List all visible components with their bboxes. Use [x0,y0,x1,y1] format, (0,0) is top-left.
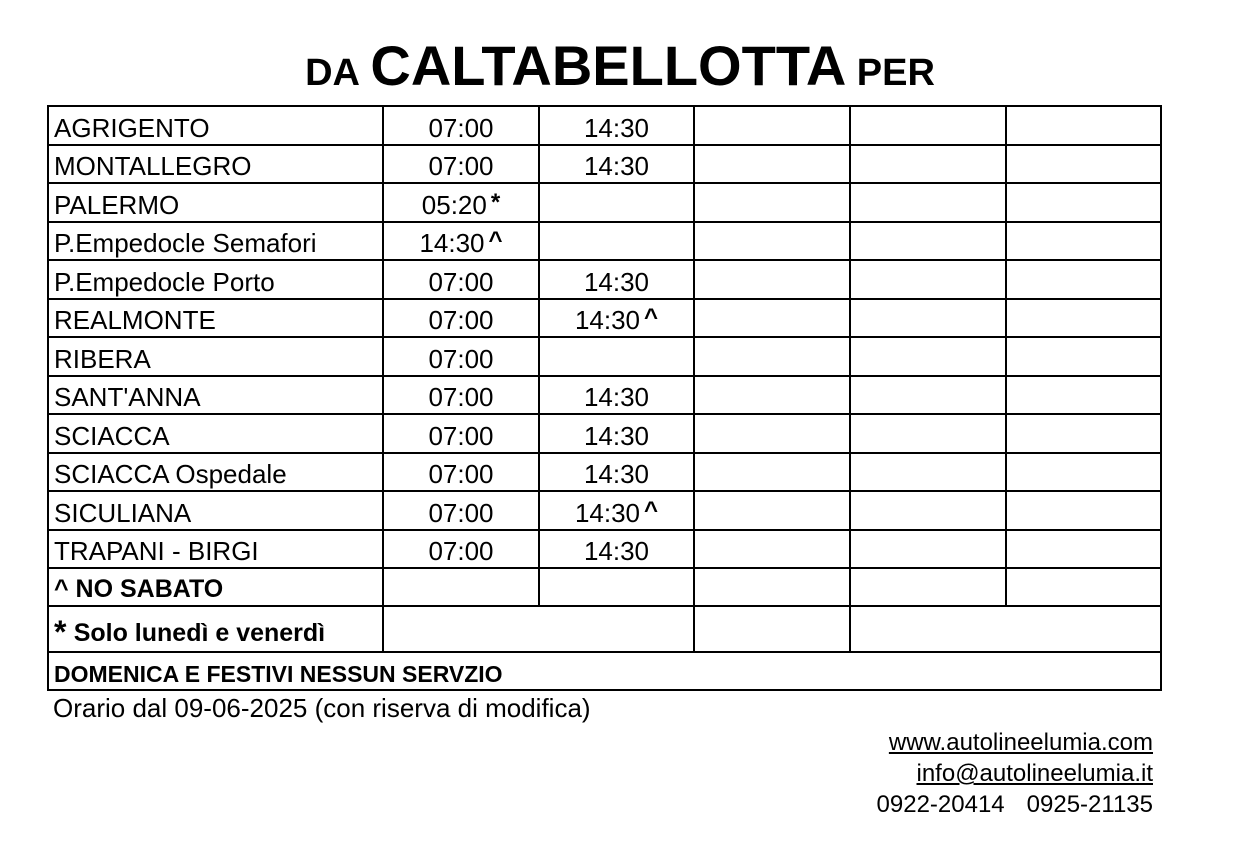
empty-cell [539,568,694,606]
empty-cell [694,414,850,453]
empty-cell [694,299,850,338]
empty-cell [694,260,850,299]
empty-cell [694,145,850,184]
empty-cell [850,491,1006,530]
note-row-solo [48,606,1161,652]
departure-time-2: 14:30 [539,260,694,299]
departure-time-2: 14:30 [539,453,694,492]
table-row [48,106,1161,145]
departure-time-2: 14:30 [539,530,694,569]
empty-cell [383,568,539,606]
empty-cell [1006,260,1161,299]
departure-time-1: 07:00 [383,414,539,453]
empty-cell [850,414,1006,453]
departure-time-1: 07:00 [383,376,539,415]
destination-cell: RIBERA [48,337,383,376]
note-star: * [54,614,67,650]
departure-time-1: 07:00 [383,260,539,299]
note-solo-text: Solo lunedì e venerdì [73,619,326,647]
empty-cell [850,183,1006,222]
empty-cell [850,530,1006,569]
empty-cell [694,337,850,376]
destination-cell: SCIACCA Ospedale [48,453,383,492]
table-row [48,530,1161,569]
empty-cell [1006,222,1161,261]
destination-cell: TRAPANI - BIRGI [48,530,383,569]
table-row [48,491,1161,530]
empty-cell [694,222,850,261]
departure-time-1: 07:00 [383,145,539,184]
empty-cell [850,453,1006,492]
destination-cell: P.Empedocle Semafori [48,222,383,261]
departure-time-2 [539,337,694,376]
note-solo [48,606,383,652]
destination-cell: MONTALLEGRO [48,145,383,184]
note-no-sabato: ^ NO SABATO [48,568,383,606]
empty-cell [850,222,1006,261]
departure-time-1: 14:30 ^ [383,222,539,261]
departure-time-1: 07:00 [383,106,539,145]
empty-cell [694,106,850,145]
departure-time-1: 07:00 [383,299,539,338]
phone-1: 0922-20414 [876,791,1005,818]
email-link[interactable]: info@autolineelumia.it [916,760,1153,787]
departure-time-2: 14:30 ^ [539,299,694,338]
departure-time-2: 14:30 [539,414,694,453]
empty-cell [694,606,850,652]
empty-cell [694,183,850,222]
empty-cell [850,337,1006,376]
note-row-no-sabato [48,568,1161,606]
table-row [48,183,1161,222]
empty-cell [850,606,1161,652]
empty-cell [850,145,1006,184]
empty-cell [850,260,1006,299]
destination-cell: SCIACCA [48,414,383,453]
time-marker: ^ [488,227,503,254]
departure-time-1: 07:00 [383,337,539,376]
schedule-table [47,105,1162,691]
schedule-body [48,106,1161,568]
empty-cell [1006,491,1161,530]
departure-time-1: 07:00 [383,491,539,530]
empty-cell [850,568,1006,606]
empty-cell [1006,568,1161,606]
table-row [48,260,1161,299]
empty-cell [850,106,1006,145]
departure-time-1: 05:20 * [383,183,539,222]
departure-time-2 [539,183,694,222]
table-row [48,453,1161,492]
destination-cell: P.Empedocle Porto [48,260,383,299]
empty-cell [694,568,850,606]
destination-cell: REALMONTE [48,299,383,338]
destination-cell: PALERMO [48,183,383,222]
departure-time-2: 14:30 ^ [539,491,694,530]
empty-cell [1006,530,1161,569]
title-post: PER [856,52,935,94]
empty-cell [850,376,1006,415]
contacts-block [877,727,1153,820]
table-row [48,145,1161,184]
empty-cell [1006,145,1161,184]
table-row [48,299,1161,338]
empty-cell [694,491,850,530]
validity-note: Orario dal 09-06-2025 (con riserva di modifica) [53,693,591,723]
table-row [48,376,1161,415]
empty-cell [1006,106,1161,145]
table-row [48,222,1161,261]
note-row-domenica [48,652,1161,690]
notes-body [48,568,1161,690]
empty-cell [1006,299,1161,338]
title-pre: DA [305,52,360,94]
note-domenica: DOMENICA E FESTIVI NESSUN SERVZIO [48,652,1161,690]
website-link[interactable]: www.autolineelumia.com [888,729,1153,756]
page-title [0,34,1240,97]
empty-cell [1006,183,1161,222]
time-marker: ^ [644,304,659,331]
empty-cell [1006,453,1161,492]
empty-cell [694,376,850,415]
empty-cell [694,530,850,569]
time-marker: * [490,188,501,216]
empty-cell [694,453,850,492]
departure-time-2 [539,222,694,261]
empty-cell [1006,337,1161,376]
destination-cell: SANT'ANNA [48,376,383,415]
departure-time-1: 07:00 [383,530,539,569]
departure-time-2: 14:30 [539,145,694,184]
table-row [48,337,1161,376]
destination-cell: AGRIGENTO [48,106,383,145]
empty-cell [1006,376,1161,415]
destination-cell: SICULIANA [48,491,383,530]
departure-time-2: 14:30 [539,376,694,415]
empty-cell [1006,414,1161,453]
departure-time-2: 14:30 [539,106,694,145]
departure-time-1: 07:00 [383,453,539,492]
title-main: CALTABELLOTTA [370,34,847,97]
time-marker: ^ [644,496,659,524]
empty-cell [850,299,1006,338]
table-row [48,414,1161,453]
empty-cell [383,606,694,652]
phone-2: 0925-21135 [1026,791,1153,818]
